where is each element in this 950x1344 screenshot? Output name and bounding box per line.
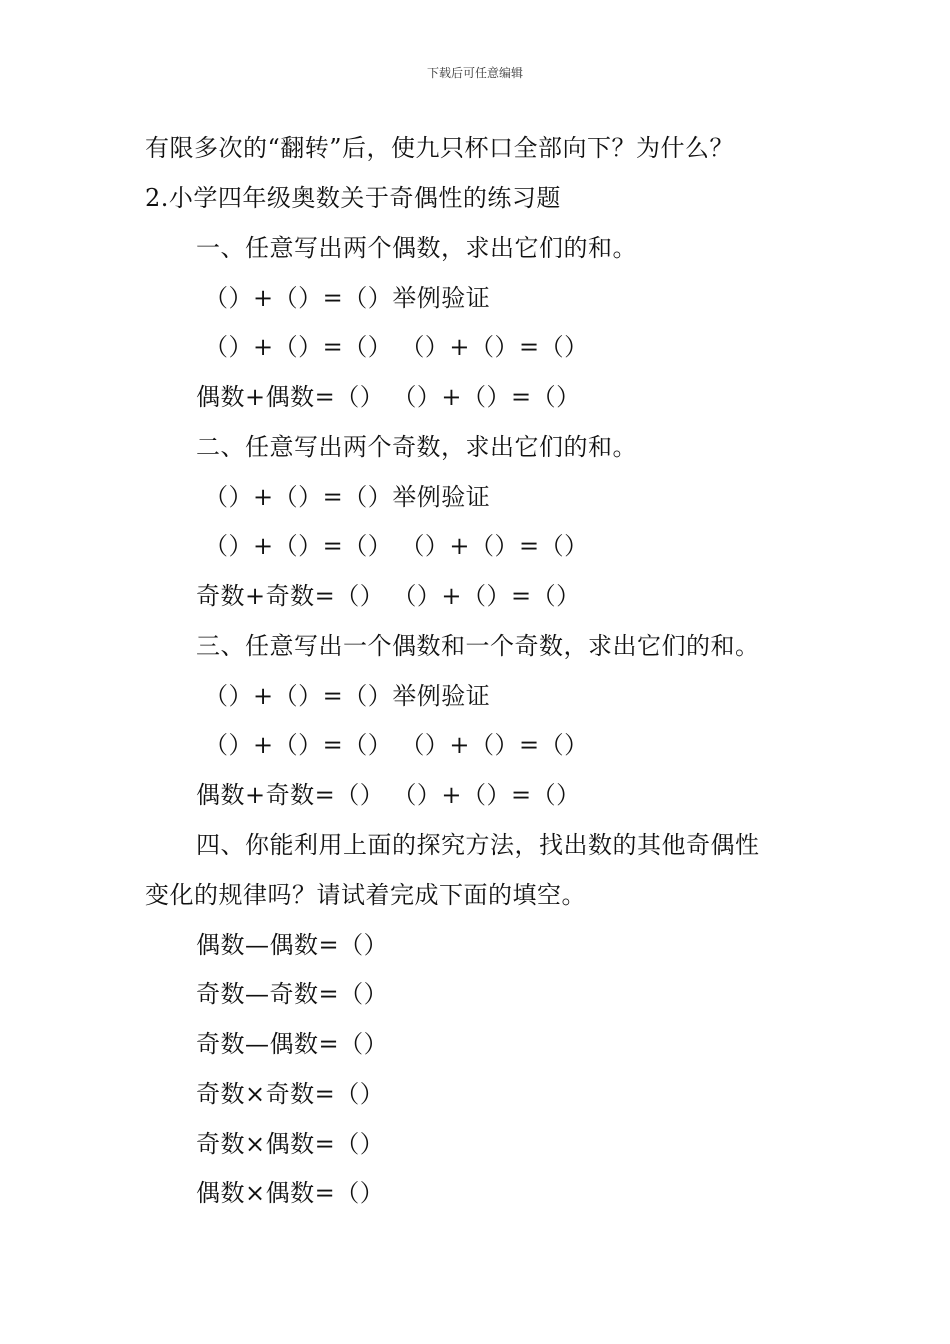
- formula-line: （）+（）=（） （）+（）=（）: [204, 333, 589, 361]
- fill-blank-line: 奇数—偶数=（）: [196, 1030, 389, 1058]
- section-title: 2.小学四年级奥数关于奇偶性的练习题: [145, 184, 561, 212]
- question-three: 三、任意写出一个偶数和一个奇数，求出它们的和。: [196, 632, 760, 660]
- question-one: 一、任意写出两个偶数，求出它们的和。: [196, 234, 637, 262]
- fill-blank-line: 奇数—奇数=（）: [196, 980, 389, 1008]
- formula-line: （）+（）=（）举例验证: [204, 682, 491, 710]
- formula-line: （）+（）=（） （）+（）=（）: [204, 532, 589, 560]
- text-line: 变化的规律吗？请试着完成下面的填空。: [145, 881, 586, 909]
- question-two: 二、任意写出两个奇数，求出它们的和。: [196, 433, 637, 461]
- fill-blank-line: 奇数×奇数=（）: [196, 1080, 385, 1108]
- text-line: 有限多次的“翻转”后，使九只杯口全部向下？为什么？: [145, 134, 735, 162]
- fill-blank-line: 偶数—偶数=（）: [196, 931, 389, 959]
- formula-line: 偶数+奇数=（） （）+（）=（）: [196, 781, 581, 809]
- fill-blank-line: 奇数×偶数=（）: [196, 1130, 385, 1158]
- formula-line: 偶数+偶数=（） （）+（）=（）: [196, 383, 581, 411]
- formula-line: 奇数+奇数=（） （）+（）=（）: [196, 582, 581, 610]
- formula-line: （）+（）=（） （）+（）=（）: [204, 731, 589, 759]
- page-header: 下载后可任意编辑: [426, 66, 523, 80]
- question-four: 四、你能利用上面的探究方法，找出数的其他奇偶性: [196, 831, 760, 859]
- formula-line: （）+（）=（）举例验证: [204, 483, 491, 511]
- fill-blank-line: 偶数×偶数=（）: [196, 1179, 385, 1207]
- formula-line: （）+（）=（）举例验证: [204, 284, 491, 312]
